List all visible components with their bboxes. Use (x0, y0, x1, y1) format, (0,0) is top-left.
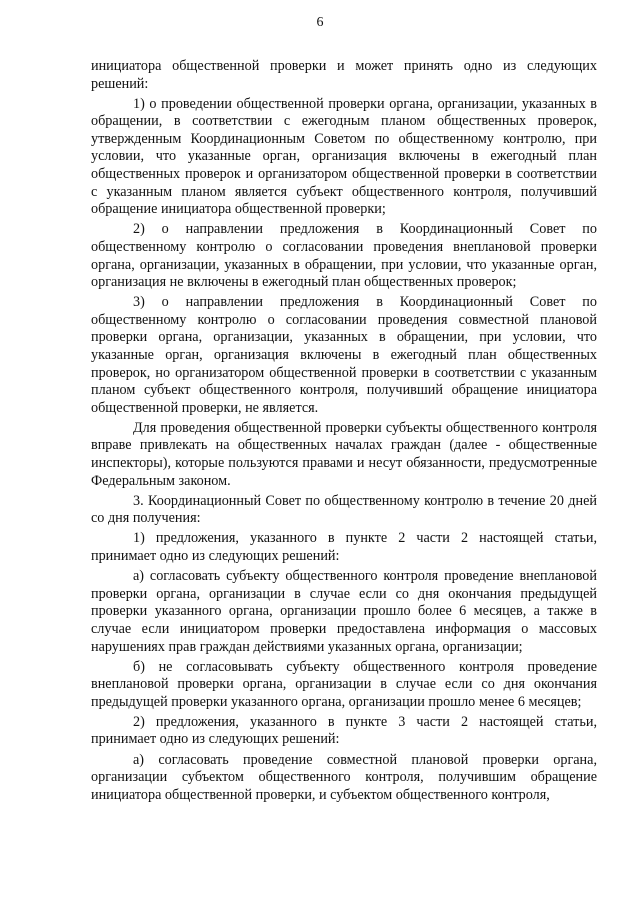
paragraph-subitem-1a: а) согласовать субъекту общественного контроля проведение внеплановой проверки органа, организации в случае если со дня окончания предыдущей проверки указанного органа, организации прошло более 6 месяцев, а также в случае если инициатором проверки предоставлена информация о массовых нарушениях прав граждан действиями указанных органа, организации; (91, 568, 597, 655)
paragraph-subitem-2a: а) согласовать проведение совместной плановой проверки органа, организации субъектом общественного контроля, получившим обращение инициатора общественной проверки, и субъектом общественного контроля, (91, 751, 597, 803)
paragraph-section-3: 3. Координационный Совет по общественному контролю в течение 20 дней со дня получения: (91, 492, 597, 527)
paragraph-subitem-2: 2) предложения, указанного в пункте 3 части 2 настоящей статьи, принимает одно из следующих решений: (91, 713, 597, 748)
page-number: 6 (316, 15, 324, 30)
paragraph-subitem-1b: б) не согласовывать субъекту общественного контроля проведение внеплановой проверки органа, организации в случае если со дня окончания предыдущей проверки указанного органа, организации прошло менее 6 месяцев; (91, 658, 597, 710)
paragraph-subitem-1: 1) предложения, указанного в пункте 2 части 2 настоящей статьи, принимает одно из следующих решений: (91, 530, 597, 565)
document-body (91, 58, 597, 804)
paragraph-item-2: 2) о направлении предложения в Координационный Совет по общественному контролю о согласовании проведения внеплановой проверки органа, организации, указанных в обращении, при условии, что указанные орган, организация не включены в ежегодный план общественных проверок; (91, 221, 597, 291)
paragraph-continuation: инициатора общественной проверки и может принять одно из следующих решений: (91, 58, 597, 92)
paragraph-item-3: 3) о направлении предложения в Координационный Совет по общественному контролю о согласовании проведения совместной плановой проверки органа, организации, указанных в обращении, при условии, что указанные орган, организация включены в ежегодный план общественных проверок, но организатором общественной проверки в соответствии с указанным планом субъект общественного контроля, получивший обращение инициатора общественной проверки, не является. (91, 294, 597, 416)
paragraph-item-1: 1) о проведении общественной проверки органа, организации, указанных в обращении, в соответствии с ежегодным планом общественных проверок, утвержденным Координационным Советом по общественному контролю, при условии, что указанные орган, организация включены в ежегодный план общественных проверок и организатором общественной проверки в соответствии с указанным планом является субъект общественного контроля, получивший обращение инициатора общественной проверки; (91, 95, 597, 218)
paragraph-public-inspectors: Для проведения общественной проверки субъекты общественного контроля вправе привлекать на общественных началах граждан (далее - общественные инспекторы), которые пользуются правами и несут обязанности, предусмотренные Федеральным законом. (91, 419, 597, 489)
